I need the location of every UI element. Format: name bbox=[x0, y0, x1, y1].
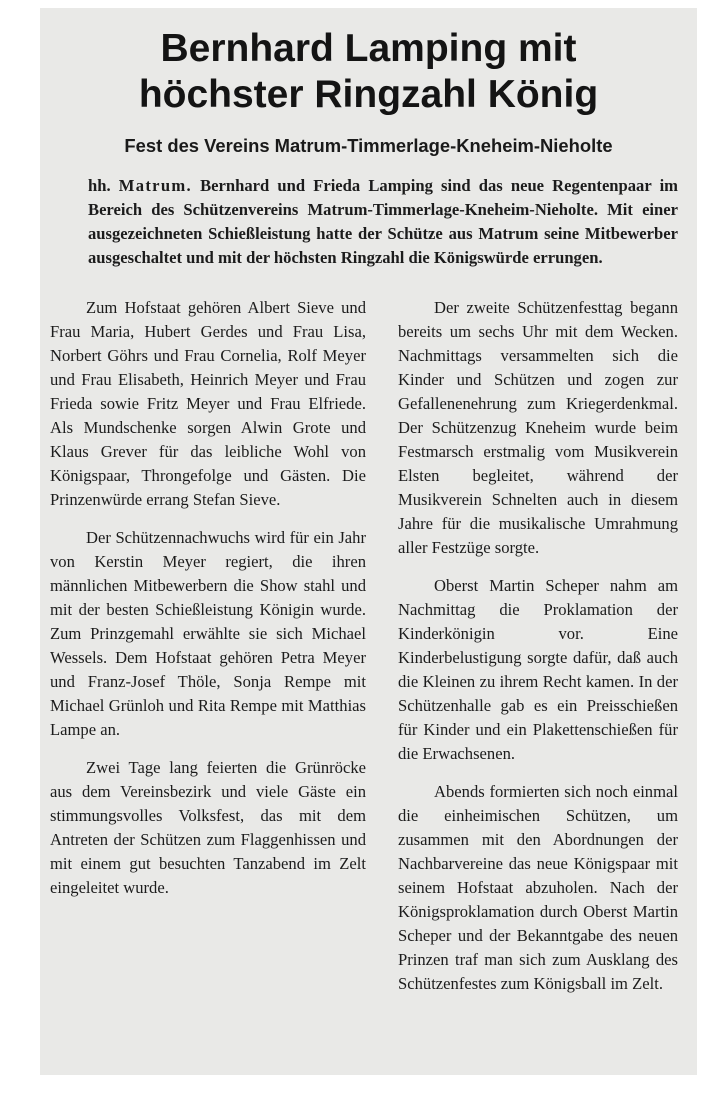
body-paragraph: Oberst Martin Scheper nahm am Nachmittag die Proklamation der Kinderkönigin vor. Eine Kinderbelustigung sorgte dafür, daß auch die Kleinen zu ihrem Recht kamen. In der Schützenhalle gab es ein Preisschießen für Kinder und ein Plakettenschießen für die Erwachsenen. bbox=[398, 576, 678, 763]
newspaper-clipping bbox=[40, 8, 697, 1075]
lead-text: Bernhard und Frieda Lamping sind das neue Regentenpaar im Bereich des Schützenvereins Matrum-Timmerlage-Kneheim-Nieholte. Mit einer ausgezeichneten Schießleistung hatte der Schütze aus Matrum seine Mitbewerber ausgeschaltet und mit der höchsten Ringzahl die Königswürde errungen. bbox=[88, 176, 679, 267]
body-paragraph: Der Schützennachwuchs wird für ein Jahr von Kerstin Meyer regiert, die ihren männlichen Mitbewerbern die Show stahl und mit der besten Schießleistung Königin wurde. Zum Prinzgemahl erwählte sie sich Michael Wessels. Dem Hofstaat gehören Petra Meyer und Franz-Josef Thöle, Sonja Rempe mit Michael Grünloh und Rita Rempe mit Matthias Lampe an. bbox=[50, 528, 366, 739]
headline-line-2: höchster Ringzahl König bbox=[138, 73, 599, 116]
headline-line-1: Bernhard Lamping mit bbox=[160, 27, 577, 70]
body-paragraph: Zwei Tage lang feierten die Grünröcke aus dem Vereinsbezirk und viele Gäste ein stimmungsvolles Volksfest, das mit dem Antreten der Schützen zum Flaggenhissen und mit einem gut besuchten Tanzabend im Zelt eingeleitet wurde. bbox=[50, 758, 366, 897]
body-paragraph: Der zweite Schützenfesttag begann bereits um sechs Uhr mit dem Wecken. Nachmittags versammelten sich die Kinder und Schützen und zogen zur Gefallenenehrung zum Kriegerdenkmal. Der Schützenzug Kneheim wurde beim Festmarsch erstmalig vom Musikverein Elsten begleitet, während der Musikverein Schnelten auch in diesem Jahre für die musikalische Umrahmung aller Festzüge sorgte. bbox=[398, 298, 678, 557]
lead-paragraph bbox=[88, 174, 678, 270]
body-paragraph: Abends formierten sich noch einmal die einheimischen Schützen, um zusammen mit den Abordnungen der Nachbarvereine das neue Königspaar mit seinem Hofstaat abzuholen. Nach der Königsproklamation durch Oberst Martin Scheper und der Bekanntgabe des neuen Prinzen traf man sich zum Ausklang des Schützenfestes zum Königsball im Zelt. bbox=[398, 782, 678, 993]
right-column bbox=[398, 296, 678, 1010]
headline bbox=[40, 26, 697, 118]
lead-place: Matrum. bbox=[118, 176, 192, 195]
lead-prefix: hh. bbox=[88, 176, 111, 195]
subheadline: Fest des Vereins Matrum-Timmerlage-Kneheim-Nieholte bbox=[124, 135, 613, 156]
left-column bbox=[50, 296, 366, 914]
body-paragraph: Zum Hofstaat gehören Albert Sieve und Frau Maria, Hubert Gerdes und Frau Lisa, Norbert Göhrs und Frau Cornelia, Rolf Meyer und Frau Elisabeth, Heinrich Meyer und Frau Frieda sowie Fritz Meyer und Frau Elfriede. Als Mundschenke sorgen Alwin Grote und Klaus Grever für das leibliche Wohl von Königspaar, Throngefolge und Gästen. Die Prinzenwürde errang Stefan Sieve. bbox=[50, 298, 366, 509]
